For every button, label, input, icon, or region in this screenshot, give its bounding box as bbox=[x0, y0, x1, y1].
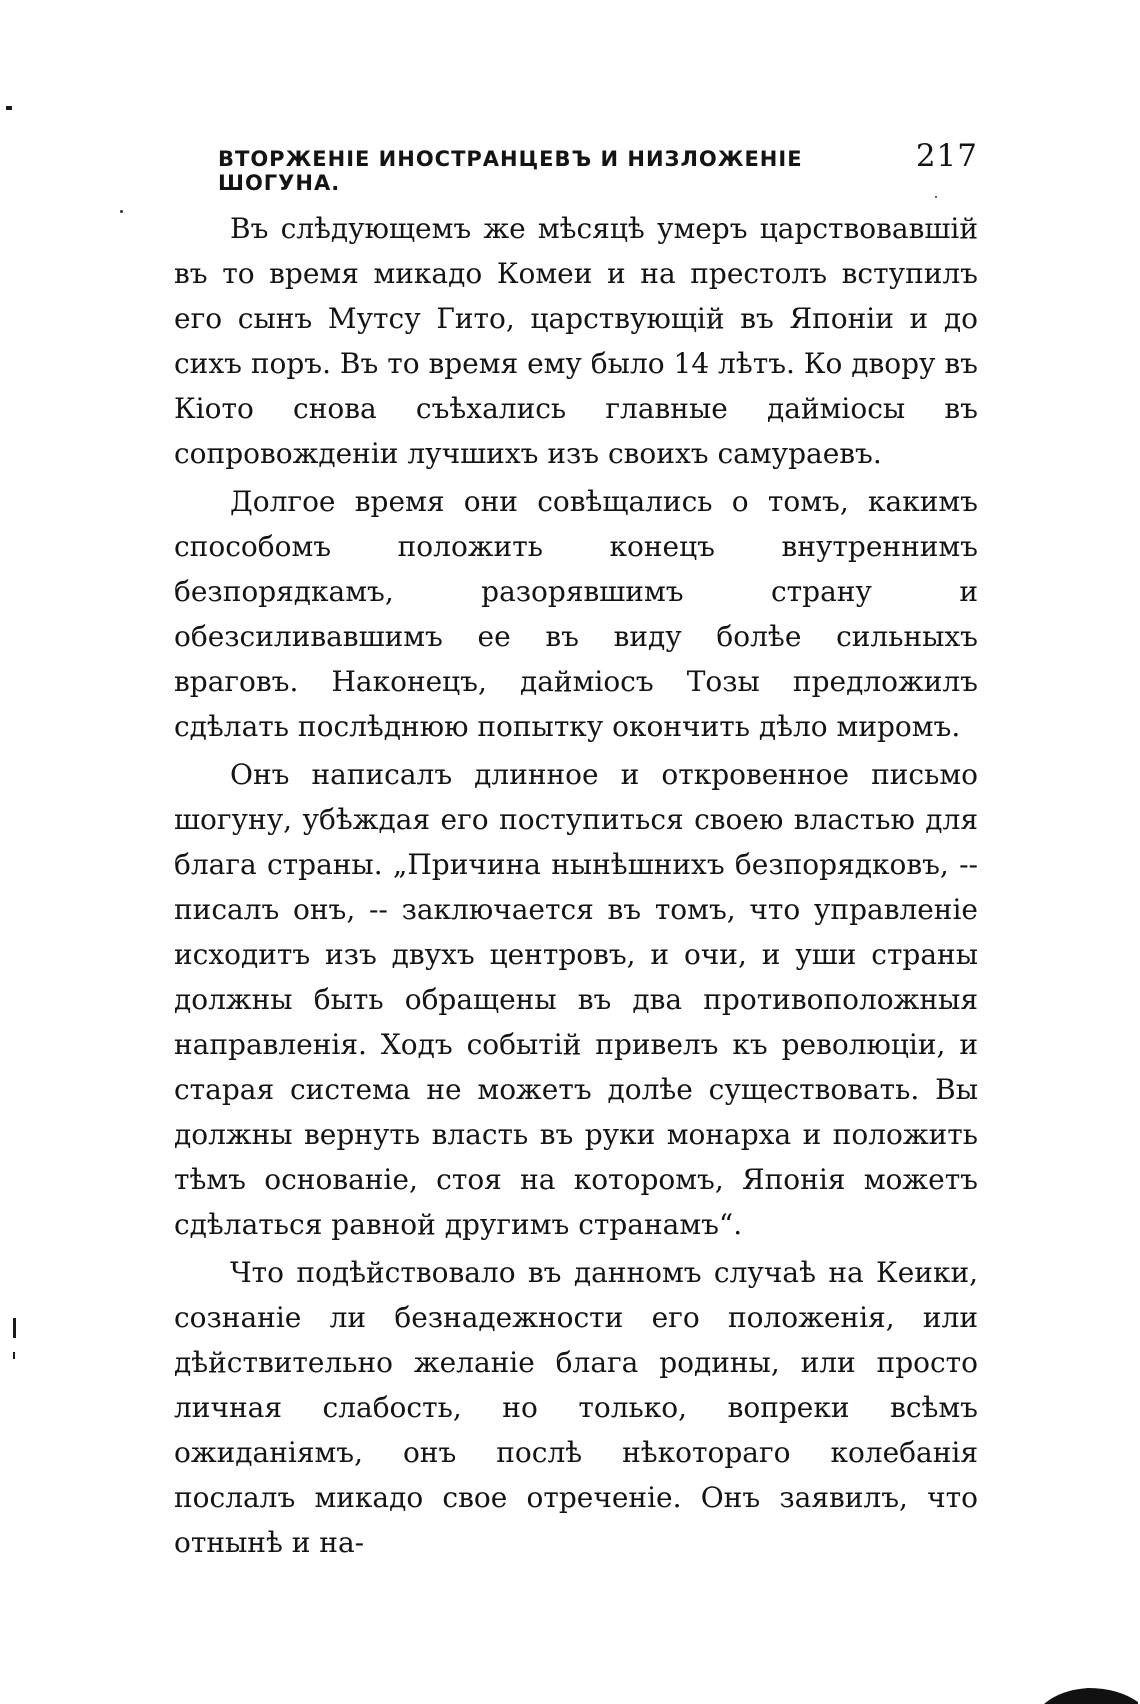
scan-speck bbox=[120, 210, 123, 213]
scan-speck bbox=[935, 196, 937, 198]
scan-mark bbox=[13, 1318, 16, 1338]
body-text bbox=[174, 206, 978, 1568]
paragraph: Долгое время они совѣщались о томъ, какимъ способомъ положить конецъ внутреннимъ безпорядкамъ, разорявшимъ страну и обезсиливавшимъ ее въ виду болѣе сильныхъ враговъ. Наконецъ, даймiосъ Тозы предложилъ сдѣлать послѣднюю попытку окончить дѣло миромъ. bbox=[174, 485, 978, 743]
page-number: 217 bbox=[915, 138, 978, 174]
corner-smudge bbox=[1040, 1684, 1140, 1704]
scan-mark bbox=[13, 1352, 15, 1359]
scan-mark bbox=[6, 106, 12, 110]
paragraph: Онъ написалъ длинное и откровенное письмо шогуну, убѣждая его поступиться своею властью для блага страны. „Причина нынѣшнихъ безпорядковъ, -- писалъ онъ, -- заключается въ томъ, что управленіе исходитъ изъ двухъ центровъ, и очи, и уши страны должны быть обращены въ два противоположныя направленія. Ходъ событій привелъ къ революціи, и старая система не можетъ долѣе существовать. Вы должны вернуть власть въ руки монарха и положить тѣмъ основаніе, стоя на которомъ, Японія можетъ сдѣлаться равной другимъ странамъ“. bbox=[174, 758, 978, 1241]
running-head bbox=[218, 138, 978, 195]
running-title: ВТОРЖЕНІЕ ИНОСТРАНЦЕВЪ И НИЗЛОЖЕНІЕ ШОГУНА. bbox=[218, 147, 803, 195]
paragraph: Въ слѣдующемъ же мѣсяцѣ умеръ царствовавшій въ то время микадо Комеи и на престолъ вступилъ его сынъ Мутсу Гито, царствующій въ Японіи и до сихъ поръ. Въ то время ему было 14 лѣтъ. Ко двору въ Кіото снова съѣхались главные даймiосы въ сопровожденіи лучшихъ изъ своихъ самураевъ. bbox=[174, 212, 978, 470]
paragraph: Что подѣйствовало въ данномъ случаѣ на Кеики, сознаніе ли безнадежности его положенія, или дѣйствительно желаніе блага родины, или просто личная слабость, но только, вопреки всѣмъ ожиданіямъ, онъ послѣ нѣкотораго колебанія послалъ микадо свое отреченіе. Онъ заявилъ, что отнынѣ и на- bbox=[174, 1256, 978, 1559]
